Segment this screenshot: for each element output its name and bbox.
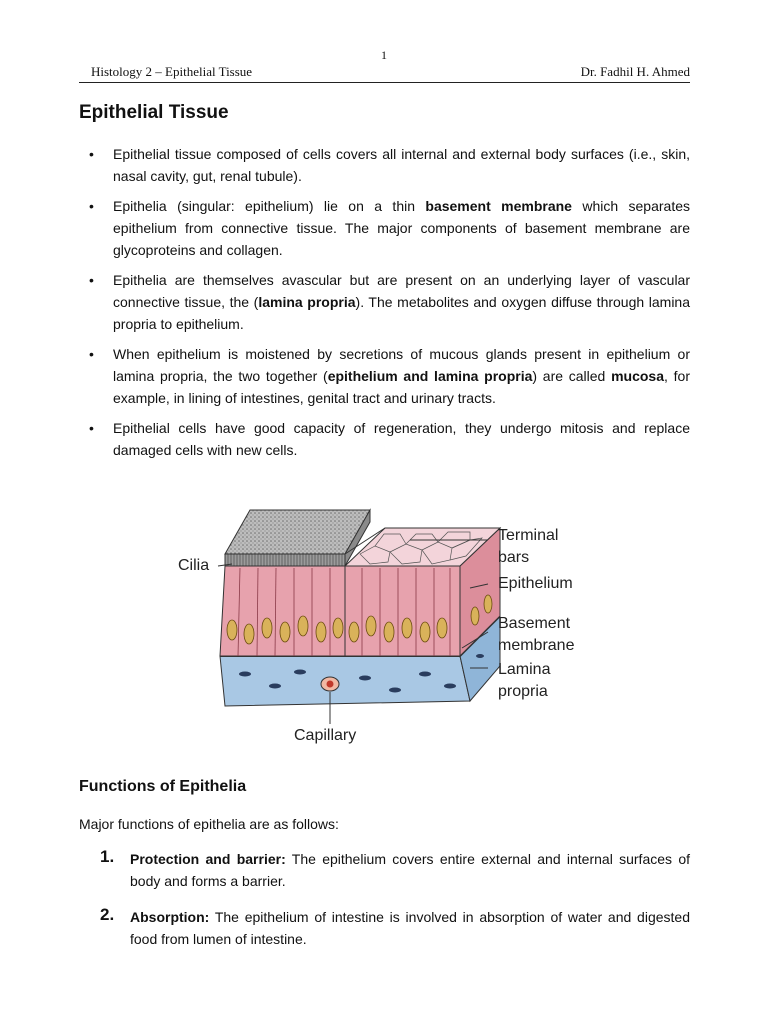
bullet-item: • Epithelial tissue composed of cells covers all internal and external body surfaces (i.e., skin, nasal cavity, gut, renal tubule). [79, 143, 690, 187]
label-basement-membrane-line1: Basement [498, 615, 571, 632]
bullet-item: • Epithelia (singular: epithelium) lie on a thin basement membrane which separates epithelium from connective tissue. The major components of basement membrane are glycoproteins and collagen. [79, 195, 690, 261]
running-header [79, 64, 690, 83]
label-lamina-propria-line2: propria [498, 683, 548, 700]
function-item [79, 848, 690, 892]
label-terminal-bars-line2: bars [498, 549, 530, 566]
item-text: The epithelium covers entire external and internal surfaces of body and forms a barrier. [130, 851, 690, 889]
bullet-item: • Epithelia are themselves avascular but are present on an underlying layer of vascular connective tissue, the (lamina propria). The metabolites and oxygen diffuse through lamina propria to epithelium. [79, 269, 690, 335]
bullet-item: • When epithelium is moistened by secretions of mucous glands present in epithelium or lamina propria, the two together (epithelium and lamina propria) are called mucosa, for example, in lining of intestines, genital tract and urinary tracts. [79, 343, 690, 409]
label-lamina-propria-line1: Lamina [498, 661, 551, 678]
item-text: The epithelium of intestine is involved in absorption of water and digested food from lumen of intestine. [130, 909, 690, 947]
functions-intro: Major functions of epithelia are as follows: [79, 816, 339, 832]
bullet-item: • Epithelial cells have good capacity of regeneration, they undergo mitosis and replace damaged cells with new cells. [79, 417, 690, 461]
page-number: 1 [381, 48, 387, 62]
page-title: Epithelial Tissue [79, 102, 229, 123]
item-number: 1. [100, 847, 115, 866]
header-course-title: Histology 2 – Epithelial Tissue [91, 64, 253, 79]
epithelium-diagram [170, 496, 590, 752]
section-heading-functions: Functions of Epithelia [79, 778, 247, 795]
label-capillary: Capillary [294, 727, 357, 744]
functions-list [79, 848, 690, 964]
item-number: 2. [100, 905, 115, 924]
label-terminal-bars-line1: Terminal [498, 527, 559, 544]
label-epithelium: Epithelium [498, 575, 573, 592]
label-basement-membrane-line2: membrane [498, 637, 575, 654]
item-term: Absorption: [130, 909, 210, 925]
label-cilia: Cilia [178, 557, 210, 574]
item-term: Protection and barrier: [130, 851, 286, 867]
bullet-list [79, 143, 690, 469]
function-item [79, 906, 690, 950]
header-author: Dr. Fadhil H. Ahmed [580, 64, 690, 79]
